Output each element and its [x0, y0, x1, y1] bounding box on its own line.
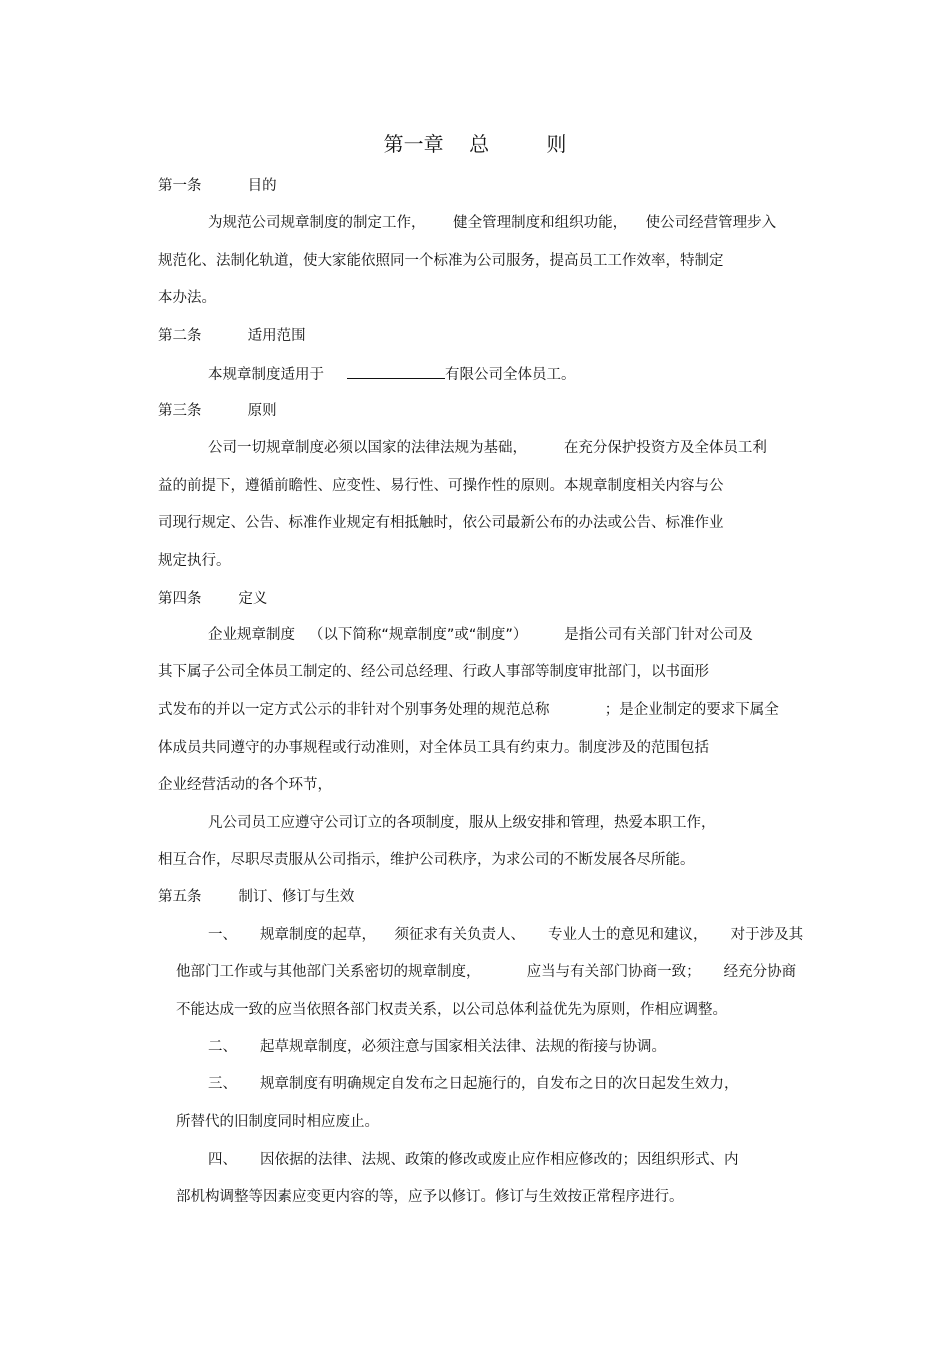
article-4-line-7: 相互合作，尽职尽责服从公司指示，维护公司秩序，为求公司的不断发展各尽所能。: [158, 852, 695, 868]
article-2-text-after-blank: 有限公司全体员工。: [445, 367, 576, 383]
article-4-line-6: 凡公司员工应遵守公司订立的各项制度，服从上级安排和管理，热爱本职工作，: [208, 815, 716, 831]
article-4-heading: 第四条 定义: [158, 591, 268, 607]
article-5-item-3-line-1: 三、 规章制度有明确规定自发布之日起施行的，自发布之日的次日起发生效力，: [208, 1076, 739, 1092]
article-4-line-1: 企业规章制度 （以下简称“规章制度”或“制度”） 是指公司有关部门针对公司及: [208, 627, 753, 643]
article-5-item-2-line-1: 二、 起草规章制度，必须注意与国家相关法律、法规的衔接与协调。: [208, 1039, 667, 1055]
article-4-line-2: 其下属子公司全体员工制定的、经公司总经理、行政人事部等制度审批部门，以书面形: [158, 664, 709, 680]
article-5-item-4-line-1: 四、 因依据的法律、法规、政策的修改或废止应作相应修改的；因组织形式、内: [208, 1152, 739, 1168]
article-5-item-1-line-3: 不能达成一致的应当依照各部门权责关系，以公司总体利益优先为原则，作相应调整。: [176, 1002, 727, 1018]
article-1-line-1: 为规范公司规章制度的制定工作， 健全管理制度和组织功能， 使公司经营管理步入: [208, 215, 777, 231]
article-5-item-1-line-2: 他部门工作或与其他部门关系密切的规章制度， 应当与有关部门协商一致； 经充分协商: [176, 964, 797, 980]
article-3-line-2: 益的前提下，遵循前瞻性、应变性、易行性、可操作性的原则。本规章制度相关内容与公: [158, 478, 724, 494]
article-5-item-1-line-1: 一、 规章制度的起草， 须征求有关负责人、 专业人士的意见和建议， 对于涉及其: [208, 927, 804, 943]
article-3-line-3: 司现行规定、公告、标准作业规定有相抵触时，依公司最新公布的办法或公告、标准作业: [158, 515, 724, 531]
article-5-item-3-line-2: 所替代的旧制度同时相应废止。: [176, 1114, 379, 1130]
article-1-line-2: 规范化、法制化轨道，使大家能依照同一个标准为公司服务，提高员工工作效率，特制定: [158, 253, 724, 269]
article-3-heading: 第三条 原则: [158, 403, 277, 419]
chapter-title: 第一章 总 则: [383, 132, 567, 156]
article-2-text-before-blank: 本规章制度适用于: [208, 367, 348, 383]
article-5-item-4-line-2: 部机构调整等因素应变更内容的等，应予以修订。修订与生效按正常程序进行。: [176, 1189, 684, 1205]
article-4-line-5: 企业经营活动的各个环节，: [158, 777, 332, 793]
article-2-line-1: [208, 363, 576, 385]
article-1-heading: 第一条 目的: [158, 178, 277, 194]
article-3-line-4: 规定执行。: [158, 553, 231, 569]
article-1-line-3: 本办法。: [158, 290, 216, 306]
article-4-line-3: 式发布的并以一定方式公示的非针对个别事务处理的规范总称 ；是企业制定的要求下属全: [158, 702, 779, 718]
article-4-line-4: 体成员共同遵守的办事规程或行动准则，对全体员工具有约束力。制度涉及的范围包括: [158, 740, 709, 756]
article-2-heading: 第二条 适用范围: [158, 328, 306, 344]
article-3-line-1: 公司一切规章制度必须以国家的法律法规为基础， 在充分保护投资方及全体员工利: [208, 440, 767, 456]
article-5-heading: 第五条 制订、修订与生效: [158, 889, 355, 905]
company-name-blank: [347, 363, 445, 379]
